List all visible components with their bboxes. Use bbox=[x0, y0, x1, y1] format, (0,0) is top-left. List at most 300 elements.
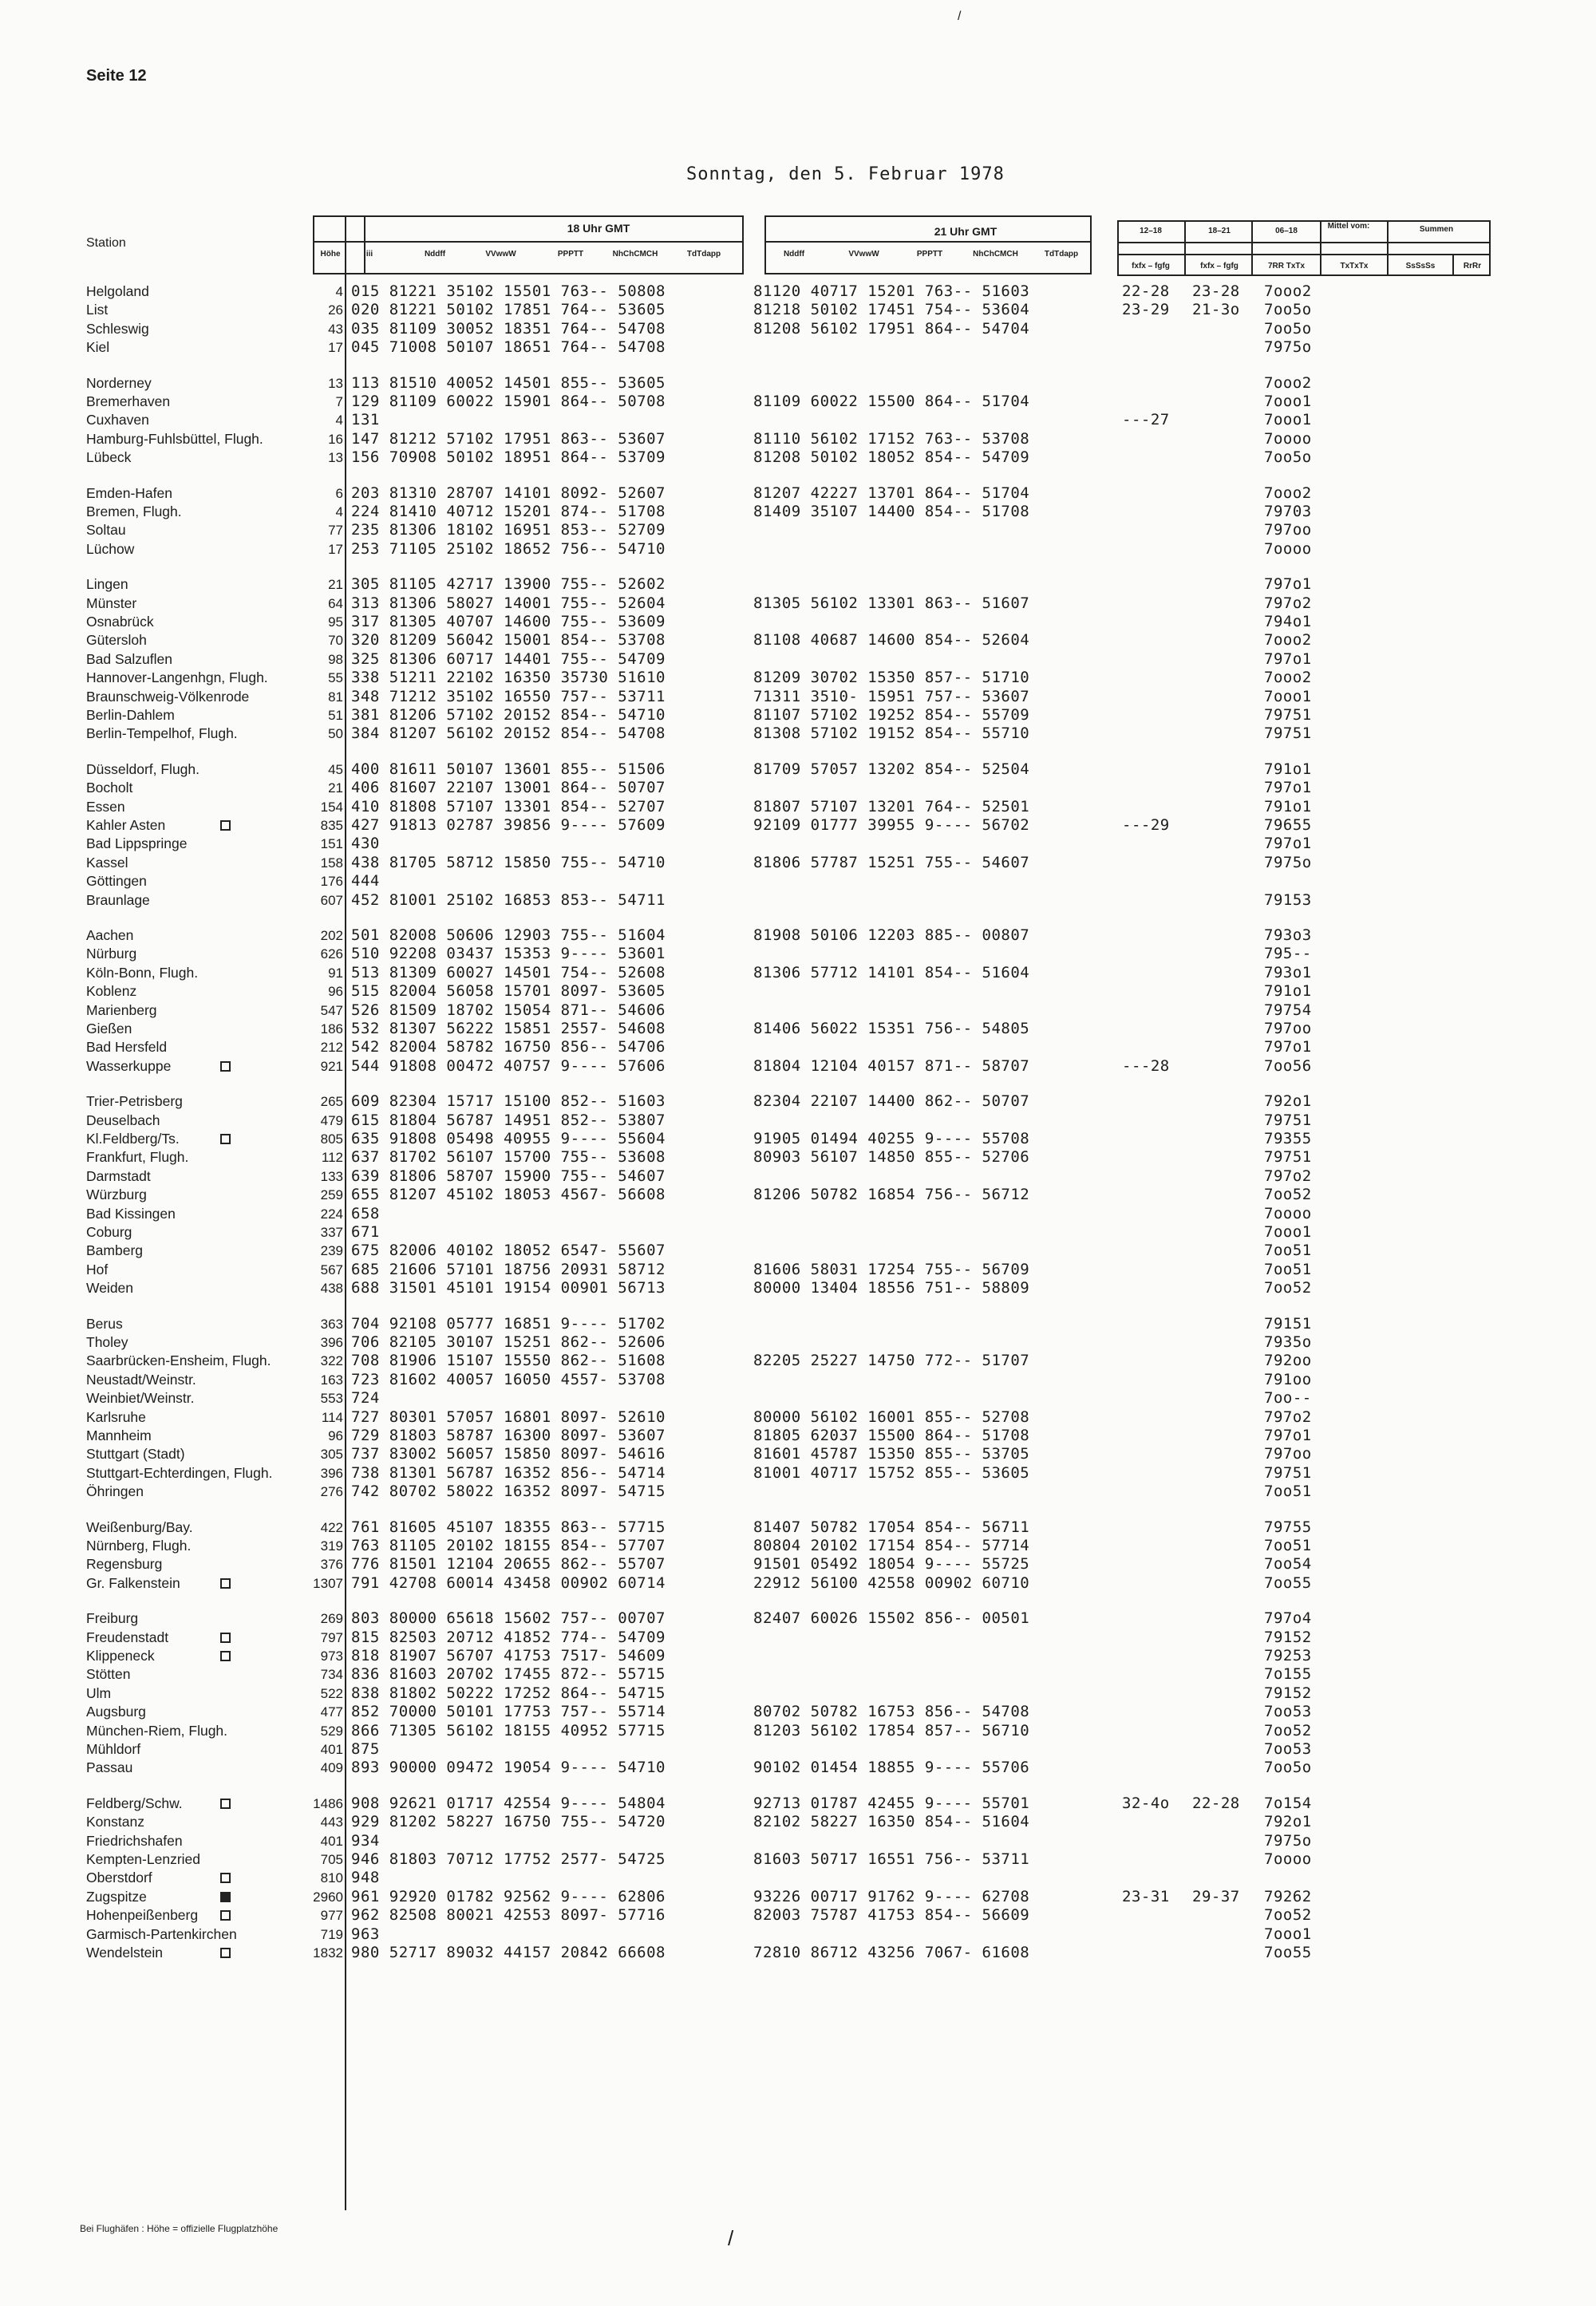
station-height: 26 bbox=[328, 302, 343, 318]
obs-18-utc: 948 bbox=[351, 1869, 380, 1887]
header-period-12-18: 12–18 bbox=[1140, 227, 1162, 235]
mittel-value: 7oo5o bbox=[1264, 301, 1312, 319]
station-height: 16 bbox=[328, 431, 343, 447]
station-name: Bad Lippspringe bbox=[86, 835, 188, 852]
mittel-value: 7975o bbox=[1264, 1831, 1312, 1850]
rule bbox=[764, 215, 1092, 217]
rule bbox=[364, 215, 365, 273]
station-height: 96 bbox=[328, 984, 343, 1000]
station-name: List bbox=[86, 302, 109, 318]
obs-21-utc: 81206 50782 16854 756-- 56712 bbox=[753, 1186, 1030, 1204]
mountain-station-icon bbox=[220, 1060, 231, 1075]
obs-18-utc: 515 82004 56058 15701 8097- 53605 bbox=[351, 982, 666, 1001]
mittel-value: 797o1 bbox=[1264, 779, 1312, 797]
mittel-value: 7o155 bbox=[1264, 1665, 1312, 1684]
station-height: 81 bbox=[328, 689, 343, 705]
station-height: 443 bbox=[320, 1814, 343, 1830]
header-18-col-4: NhChCMCH bbox=[612, 250, 658, 259]
obs-18-utc: 348 71212 35102 16550 757-- 53711 bbox=[351, 687, 666, 705]
station-height: 522 bbox=[320, 1685, 343, 1701]
obs-21-utc: 81807 57107 13201 764-- 52501 bbox=[753, 797, 1030, 815]
station-name: Berus bbox=[86, 1315, 123, 1332]
station-name: Mannheim bbox=[86, 1427, 152, 1443]
station-height: 319 bbox=[320, 1538, 343, 1554]
mittel-value: 797o1 bbox=[1264, 575, 1312, 594]
mittel-value: 79751 bbox=[1264, 1111, 1312, 1129]
station-height: 363 bbox=[320, 1316, 343, 1332]
header-21-col-3: PPPTT bbox=[916, 250, 943, 259]
obs-21-utc: 81107 57102 19252 854-- 55709 bbox=[753, 706, 1030, 724]
page-footer-note: Bei Flughäfen : Höhe = offizielle Flugplatzhöhe bbox=[80, 2223, 279, 2234]
obs-21-utc: 81306 57712 14101 854-- 51604 bbox=[753, 963, 1030, 981]
mountain-station-icon bbox=[220, 1909, 231, 1924]
obs-21-utc: 80000 56102 16001 855-- 52708 bbox=[753, 1408, 1030, 1426]
station-name: Helgoland bbox=[86, 283, 149, 299]
rule bbox=[742, 215, 744, 273]
station-height: 921 bbox=[320, 1058, 343, 1074]
station-name: Stötten bbox=[86, 1666, 131, 1683]
station-name: Regensburg bbox=[86, 1556, 163, 1573]
mittel-value: 794o1 bbox=[1264, 613, 1312, 630]
mittel-value: 7ooo2 bbox=[1264, 669, 1312, 687]
header-21-col-4: NhChCMCH bbox=[973, 250, 1018, 259]
obs-18-utc: 776 81501 12104 20655 862-- 55707 bbox=[351, 1555, 666, 1574]
mittel-value: 795-- bbox=[1264, 945, 1312, 963]
obs-18-utc: 410 81808 57107 13301 854-- 52707 bbox=[351, 797, 666, 815]
station-height: 835 bbox=[320, 818, 343, 833]
header-21-col-5: TdTdapp bbox=[1044, 250, 1079, 259]
header-sub-mittel: TxTxTx bbox=[1340, 262, 1369, 270]
obs-18-utc: 838 81802 50222 17252 864-- 54715 bbox=[351, 1684, 666, 1702]
mittel-value: 7oo5o bbox=[1264, 1759, 1312, 1777]
station-name: Nürnberg, Flugh. bbox=[86, 1538, 192, 1554]
mittel-value: 79751 bbox=[1264, 1463, 1312, 1482]
mittel-value: 7oo52 bbox=[1264, 1279, 1312, 1297]
mittel-value: 7ooo1 bbox=[1264, 411, 1312, 429]
obs-21-utc: 82407 60026 15502 856-- 00501 bbox=[753, 1609, 1030, 1628]
station-name: Köln-Bonn, Flugh. bbox=[86, 964, 199, 981]
station-name: Bremen, Flugh. bbox=[86, 503, 182, 519]
station-height: 64 bbox=[328, 595, 343, 611]
station-name: Hof bbox=[86, 1261, 109, 1277]
obs-18-utc: 045 71008 50107 18651 764-- 54708 bbox=[351, 338, 666, 357]
obs-18-utc: 203 81310 28707 14101 8092- 52607 bbox=[351, 484, 666, 502]
obs-18-utc: 961 92920 01782 92562 9---- 62806 bbox=[351, 1887, 666, 1905]
obs-18-utc: 020 81221 50102 17851 764-- 53605 bbox=[351, 301, 666, 319]
obs-21-utc: 82102 58227 16350 854-- 51604 bbox=[753, 1813, 1030, 1831]
station-name: Kassel bbox=[86, 854, 128, 871]
mittel-value: 7oo52 bbox=[1264, 1906, 1312, 1925]
mittel-value: 79153 bbox=[1264, 890, 1312, 909]
station-name: Augsburg bbox=[86, 1704, 146, 1720]
station-name: Nürburg bbox=[86, 946, 137, 962]
mittel-value: 79151 bbox=[1264, 1314, 1312, 1333]
obs-18-utc: 761 81605 45107 18355 863-- 57715 bbox=[351, 1518, 666, 1536]
station-name: Weißenburg/Bay. bbox=[86, 1518, 193, 1535]
page-number: Seite 12 bbox=[86, 67, 147, 85]
gust-18-21: 29-37 bbox=[1192, 1887, 1240, 1905]
station-name: Düsseldorf, Flugh. bbox=[86, 760, 200, 777]
station-name: Hohenpeißenberg bbox=[86, 1907, 199, 1924]
station-name: Klippeneck bbox=[86, 1648, 155, 1664]
mittel-value: 79755 bbox=[1264, 1518, 1312, 1536]
station-height: 477 bbox=[320, 1704, 343, 1720]
obs-21-utc: 81305 56102 13301 863-- 51607 bbox=[753, 594, 1030, 612]
mountain-station-icon bbox=[220, 1133, 231, 1147]
header-21-col-1: Nddff bbox=[783, 250, 805, 259]
station-height: 265 bbox=[320, 1094, 343, 1110]
rule bbox=[1090, 215, 1092, 273]
mittel-value: 7ooo1 bbox=[1264, 687, 1312, 705]
obs-18-utc: 637 81702 56107 15700 755-- 53608 bbox=[351, 1148, 666, 1167]
obs-18-utc: 526 81509 18702 15054 871-- 54606 bbox=[351, 1001, 666, 1019]
station-name: Feldberg/Schw. bbox=[86, 1795, 183, 1811]
obs-21-utc: 80903 56107 14850 855-- 52706 bbox=[753, 1148, 1030, 1167]
station-height: 4 bbox=[335, 504, 343, 519]
station-name: Bad Hersfeld bbox=[86, 1039, 168, 1056]
obs-18-utc: 400 81611 50107 13601 855-- 51506 bbox=[351, 760, 666, 778]
obs-18-utc: 893 90000 09472 19054 9---- 54710 bbox=[351, 1759, 666, 1777]
gust-12-18: 22-28 bbox=[1122, 282, 1170, 300]
obs-18-utc: 156 70908 50102 18951 864-- 53709 bbox=[351, 448, 666, 467]
station-height: 810 bbox=[320, 1870, 343, 1886]
station-height: 567 bbox=[320, 1262, 343, 1277]
gust-12-18: 23-29 bbox=[1122, 301, 1170, 319]
obs-21-utc: 92109 01777 39955 9---- 56702 bbox=[753, 816, 1030, 834]
rule bbox=[1251, 220, 1253, 274]
station-name: Konstanz bbox=[86, 1814, 144, 1830]
station-name: Wasserkuppe bbox=[86, 1057, 172, 1074]
mittel-value: 797o4 bbox=[1264, 1609, 1312, 1628]
mittel-value: 7oo51 bbox=[1264, 1537, 1312, 1554]
station-name: Osnabrück bbox=[86, 614, 154, 630]
station-height: 269 bbox=[320, 1611, 343, 1627]
obs-21-utc: 81207 42227 13701 864-- 51704 bbox=[753, 484, 1030, 502]
station-name: Mühldorf bbox=[86, 1741, 141, 1757]
station-height: 13 bbox=[328, 375, 343, 391]
station-height: 259 bbox=[320, 1187, 343, 1203]
mittel-value: 7oo53 bbox=[1264, 1740, 1312, 1758]
station-name: Münster bbox=[86, 594, 137, 611]
station-height: 1307 bbox=[313, 1575, 343, 1591]
station-height: 529 bbox=[320, 1723, 343, 1739]
obs-18-utc: 615 81804 56787 14951 852-- 53807 bbox=[351, 1111, 666, 1129]
mittel-value: 7ooo2 bbox=[1264, 282, 1312, 300]
station-height: 45 bbox=[328, 761, 343, 777]
station-height: 21 bbox=[328, 577, 343, 593]
mittel-value: 7oo-- bbox=[1264, 1389, 1312, 1408]
mittel-value: 79751 bbox=[1264, 1148, 1312, 1167]
station-name: Essen bbox=[86, 798, 125, 815]
obs-18-utc: 235 81306 18102 16951 853-- 52709 bbox=[351, 521, 666, 539]
header-sub-06-18: 7RR TxTx bbox=[1267, 262, 1306, 270]
mountain-station-icon bbox=[220, 1798, 231, 1812]
station-height: 4 bbox=[335, 413, 343, 428]
station-name: Oberstdorf bbox=[86, 1870, 152, 1886]
obs-21-utc: 91905 01494 40255 9---- 55708 bbox=[753, 1130, 1030, 1147]
obs-21-utc: 81108 40687 14600 854-- 52604 bbox=[753, 631, 1030, 650]
obs-18-utc: 946 81803 70712 17752 2577- 54725 bbox=[351, 1850, 666, 1868]
obs-21-utc: 81709 57057 13202 854-- 52504 bbox=[753, 760, 1030, 778]
station-height: 1832 bbox=[313, 1945, 343, 1960]
station-height: 95 bbox=[328, 614, 343, 630]
station-height: 276 bbox=[320, 1484, 343, 1500]
station-height: 438 bbox=[320, 1281, 343, 1297]
rule bbox=[1452, 254, 1454, 274]
mittel-value: 791oo bbox=[1264, 1370, 1312, 1388]
header-period-06-18: 06–18 bbox=[1275, 227, 1298, 235]
mittel-value: 797o1 bbox=[1264, 835, 1312, 853]
mittel-value: 79253 bbox=[1264, 1647, 1312, 1664]
obs-21-utc: 81218 50102 17451 754-- 53604 bbox=[753, 301, 1030, 319]
obs-21-utc: 82304 22107 14400 862-- 50707 bbox=[753, 1092, 1030, 1111]
mittel-value: 7oo5o bbox=[1264, 448, 1312, 467]
obs-21-utc: 81806 57787 15251 755-- 54607 bbox=[753, 853, 1030, 871]
obs-18-utc: 962 82508 80021 42553 8097- 57716 bbox=[351, 1906, 666, 1925]
header-18-col-5: TdTdapp bbox=[686, 250, 721, 259]
station-height: 401 bbox=[320, 1833, 343, 1849]
station-name: Frankfurt, Flugh. bbox=[86, 1149, 189, 1166]
mittel-value: 79355 bbox=[1264, 1130, 1312, 1147]
station-height: 13 bbox=[328, 450, 343, 466]
obs-18-utc: 438 81705 58712 15850 755-- 54710 bbox=[351, 853, 666, 871]
obs-18-utc: 815 82503 20712 41852 774-- 54709 bbox=[351, 1628, 666, 1646]
station-name: Coburg bbox=[86, 1224, 132, 1240]
obs-18-utc: 791 42708 60014 43458 00902 60714 bbox=[351, 1574, 666, 1592]
pen-mark: / bbox=[728, 2226, 734, 2250]
scan-mark: / bbox=[958, 10, 962, 23]
station-name: Tholey bbox=[86, 1334, 128, 1350]
mittel-value: 7ooo2 bbox=[1264, 484, 1312, 502]
station-name: Ulm bbox=[86, 1684, 112, 1701]
obs-18-utc: 325 81306 60717 14401 755-- 54709 bbox=[351, 650, 666, 668]
mittel-value: 7oo51 bbox=[1264, 1242, 1312, 1260]
station-height: 114 bbox=[321, 1409, 343, 1425]
obs-18-utc: 724 bbox=[351, 1389, 380, 1408]
station-name: Stuttgart-Echterdingen, Flugh. bbox=[86, 1464, 273, 1481]
header-sub-12-18: fxfx – fgfg bbox=[1132, 262, 1170, 270]
rule bbox=[1117, 220, 1119, 274]
station-name: Hannover-Langenhgn, Flugh. bbox=[86, 669, 268, 686]
station-height: 626 bbox=[320, 946, 343, 962]
obs-18-utc: 818 81907 56707 41753 7517- 54609 bbox=[351, 1647, 666, 1664]
header-iii: iii bbox=[365, 250, 373, 259]
obs-18-utc: 406 81607 22107 13001 864-- 50707 bbox=[351, 779, 666, 797]
obs-21-utc: 81208 50102 18052 854-- 54709 bbox=[753, 448, 1030, 467]
station-name: Bamberg bbox=[86, 1242, 144, 1259]
gust-12-18: 23-31 bbox=[1122, 1887, 1170, 1905]
station-name: Marienberg bbox=[86, 1001, 157, 1018]
station-name: Göttingen bbox=[86, 873, 147, 890]
header-mittel: Mittel vom: bbox=[1327, 222, 1370, 231]
obs-18-utc: 513 81309 60027 14501 754-- 52608 bbox=[351, 963, 666, 981]
obs-18-utc: 639 81806 58707 15900 755-- 54607 bbox=[351, 1167, 666, 1185]
station-height: 202 bbox=[320, 928, 343, 943]
station-height: 2960 bbox=[313, 1889, 343, 1905]
station-name: Passau bbox=[86, 1759, 133, 1776]
station-name: Öhringen bbox=[86, 1483, 144, 1500]
mountain-station-filled-icon bbox=[220, 1891, 231, 1905]
mittel-value: 79703 bbox=[1264, 503, 1312, 520]
obs-21-utc: 72810 86712 43256 7067- 61608 bbox=[753, 1944, 1030, 1961]
obs-18-utc: 708 81906 15107 15550 862-- 51608 bbox=[351, 1352, 666, 1370]
obs-18-utc: 688 31501 45101 19154 00901 56713 bbox=[351, 1279, 666, 1297]
station-height: 1486 bbox=[313, 1795, 343, 1811]
mittel-value: 79751 bbox=[1264, 706, 1312, 724]
header-18-col-2: VVwwW bbox=[485, 250, 516, 259]
station-height: 409 bbox=[320, 1760, 343, 1776]
gust-12-18: ---27 bbox=[1122, 411, 1170, 429]
mountain-station-icon bbox=[220, 819, 231, 834]
station-height: 21 bbox=[328, 780, 343, 796]
mittel-value: 791o1 bbox=[1264, 982, 1312, 1001]
obs-21-utc: 81908 50106 12203 885-- 00807 bbox=[753, 926, 1030, 944]
obs-18-utc: 532 81307 56222 15851 2557- 54608 bbox=[351, 1020, 666, 1037]
obs-18-utc: 317 81305 40707 14600 755-- 53609 bbox=[351, 613, 666, 630]
mittel-value: 7ooo1 bbox=[1264, 393, 1312, 410]
station-height: 70 bbox=[328, 633, 343, 649]
station-height: 553 bbox=[320, 1391, 343, 1407]
rule bbox=[1117, 220, 1491, 222]
obs-18-utc: 501 82008 50606 12903 755-- 51604 bbox=[351, 926, 666, 944]
obs-21-utc: 80702 50782 16753 856-- 54708 bbox=[753, 1703, 1030, 1721]
station-height: 6 bbox=[335, 485, 343, 501]
obs-18-utc: 635 91808 05498 40955 9---- 55604 bbox=[351, 1130, 666, 1147]
obs-18-utc: 131 bbox=[351, 411, 380, 429]
obs-18-utc: 430 bbox=[351, 835, 380, 853]
mittel-value: 7oo5o bbox=[1264, 319, 1312, 338]
obs-18-utc: 658 bbox=[351, 1204, 380, 1222]
mittel-value: 7oo51 bbox=[1264, 1260, 1312, 1278]
station-name: Lübeck bbox=[86, 449, 132, 466]
mittel-value: 797o1 bbox=[1264, 1038, 1312, 1056]
station-height: 396 bbox=[320, 1335, 343, 1350]
mittel-value: 792o1 bbox=[1264, 1092, 1312, 1111]
mittel-value: 797o2 bbox=[1264, 594, 1312, 612]
mittel-value: 7oooo bbox=[1264, 539, 1312, 558]
station-height: 186 bbox=[320, 1021, 343, 1037]
obs-21-utc: 81406 56022 15351 756-- 54805 bbox=[753, 1020, 1030, 1037]
station-name: Hamburg-Fuhlsbüttel, Flugh. bbox=[86, 430, 263, 447]
obs-21-utc: 71311 3510- 15951 757-- 53607 bbox=[753, 687, 1030, 705]
station-height: 133 bbox=[320, 1168, 343, 1184]
station-name: Garmisch-Partenkirchen bbox=[86, 1925, 237, 1942]
station-height: 17 bbox=[328, 340, 343, 356]
station-name: Braunschweig-Völkenrode bbox=[86, 688, 250, 705]
station-name: Freudenstadt bbox=[86, 1629, 169, 1645]
mittel-value: 79152 bbox=[1264, 1628, 1312, 1646]
obs-21-utc: 82003 75787 41753 854-- 56609 bbox=[753, 1906, 1030, 1925]
obs-18-utc: 875 bbox=[351, 1740, 380, 1758]
mittel-value: 7oo53 bbox=[1264, 1703, 1312, 1721]
obs-21-utc: 22912 56100 42558 00902 60710 bbox=[753, 1574, 1030, 1592]
station-name: Gr. Falkenstein bbox=[86, 1574, 180, 1591]
station-name: Koblenz bbox=[86, 983, 137, 1000]
mittel-value: 79655 bbox=[1264, 816, 1312, 834]
station-height: 337 bbox=[320, 1225, 343, 1240]
obs-21-utc: 90102 01454 18855 9---- 55706 bbox=[753, 1759, 1030, 1777]
obs-21-utc: 81805 62037 15500 864-- 51708 bbox=[753, 1427, 1030, 1444]
mittel-value: 7ooo2 bbox=[1264, 373, 1312, 392]
mittel-value: 79152 bbox=[1264, 1684, 1312, 1702]
obs-21-utc: 80000 13404 18556 751-- 58809 bbox=[753, 1279, 1030, 1297]
rule bbox=[313, 241, 744, 243]
mittel-value: 797o2 bbox=[1264, 1408, 1312, 1426]
station-name: Bad Salzuflen bbox=[86, 650, 172, 667]
station-name: Kahler Asten bbox=[86, 817, 166, 833]
obs-21-utc: 81804 12104 40157 871-- 58707 bbox=[753, 1056, 1030, 1075]
rule bbox=[313, 215, 744, 217]
header-summen: Summen bbox=[1419, 225, 1454, 234]
mittel-value: 7oo54 bbox=[1264, 1555, 1312, 1574]
obs-18-utc: 852 70000 50101 17753 757-- 55714 bbox=[351, 1703, 666, 1721]
station-name: Neustadt/Weinstr. bbox=[86, 1371, 196, 1388]
obs-18-utc: 224 81410 40712 15201 874-- 51708 bbox=[351, 503, 666, 520]
station-name: Braunlage bbox=[86, 891, 150, 908]
mittel-value: 793o3 bbox=[1264, 926, 1312, 944]
obs-18-utc: 742 80702 58022 16352 8097- 54715 bbox=[351, 1483, 666, 1501]
obs-18-utc: 129 81109 60022 15901 864-- 50708 bbox=[351, 393, 666, 410]
station-name: Berlin-Dahlem bbox=[86, 707, 175, 723]
mountain-station-icon bbox=[220, 1577, 231, 1592]
mountain-station-icon bbox=[220, 1872, 231, 1886]
station-name: Bremerhaven bbox=[86, 393, 171, 409]
station-height: 176 bbox=[320, 874, 343, 890]
header-sub-summen-1: SsSsSs bbox=[1405, 262, 1436, 270]
obs-18-utc: 723 81602 40057 16050 4557- 53708 bbox=[351, 1370, 666, 1388]
rule bbox=[313, 215, 314, 273]
obs-18-utc: 113 81510 40052 14501 855-- 53605 bbox=[351, 373, 666, 392]
obs-18-utc: 803 80000 65618 15602 757-- 00707 bbox=[351, 1609, 666, 1628]
rule bbox=[1117, 254, 1491, 255]
mittel-value: 7oo55 bbox=[1264, 1574, 1312, 1592]
obs-21-utc: 81603 50717 16551 756-- 53711 bbox=[753, 1850, 1030, 1868]
station-name: Zugspitze bbox=[86, 1888, 147, 1905]
obs-18-utc: 510 92208 03437 15353 9---- 53601 bbox=[351, 945, 666, 963]
mittel-value: 7oooo bbox=[1264, 429, 1312, 448]
obs-18-utc: 929 81202 58227 16750 755-- 54720 bbox=[351, 1813, 666, 1831]
gust-12-18: ---29 bbox=[1122, 816, 1170, 834]
obs-18-utc: 738 81301 56787 16352 856-- 54714 bbox=[351, 1463, 666, 1482]
mittel-value: 7oo56 bbox=[1264, 1056, 1312, 1075]
station-name: Stuttgart (Stadt) bbox=[86, 1446, 185, 1463]
station-name: München-Riem, Flugh. bbox=[86, 1722, 228, 1739]
obs-21-utc: 81308 57102 19152 854-- 55710 bbox=[753, 725, 1030, 743]
station-name: Deuselbach bbox=[86, 1112, 160, 1128]
station-height: 77 bbox=[328, 523, 343, 539]
header-sub-summen-2: RrRr bbox=[1463, 262, 1482, 270]
station-name: Bad Kissingen bbox=[86, 1205, 176, 1222]
mittel-value: 7935o bbox=[1264, 1333, 1312, 1351]
page-date-title: Sonntag, den 5. Februar 1978 bbox=[686, 164, 1005, 184]
mittel-value: 7ooo2 bbox=[1264, 631, 1312, 650]
gust-12-18: 32-4o bbox=[1122, 1794, 1170, 1812]
station-name: Soltau bbox=[86, 522, 126, 539]
obs-21-utc: 81110 56102 17152 763-- 53708 bbox=[753, 429, 1030, 448]
rule bbox=[345, 215, 346, 2210]
station-height: 973 bbox=[320, 1649, 343, 1664]
obs-18-utc: 836 81603 20702 17455 872-- 55715 bbox=[351, 1665, 666, 1684]
station-name: Friedrichshafen bbox=[86, 1832, 183, 1849]
obs-18-utc: 320 81209 56042 15001 854-- 53708 bbox=[351, 631, 666, 650]
mittel-value: 791o1 bbox=[1264, 797, 1312, 815]
rule bbox=[764, 215, 766, 273]
obs-18-utc: 655 81207 45102 18053 4567- 56608 bbox=[351, 1186, 666, 1204]
mittel-value: 7o154 bbox=[1264, 1794, 1312, 1812]
obs-21-utc: 91501 05492 18054 9---- 55725 bbox=[753, 1555, 1030, 1574]
station-height: 396 bbox=[320, 1465, 343, 1481]
mittel-value: 792o1 bbox=[1264, 1813, 1312, 1831]
